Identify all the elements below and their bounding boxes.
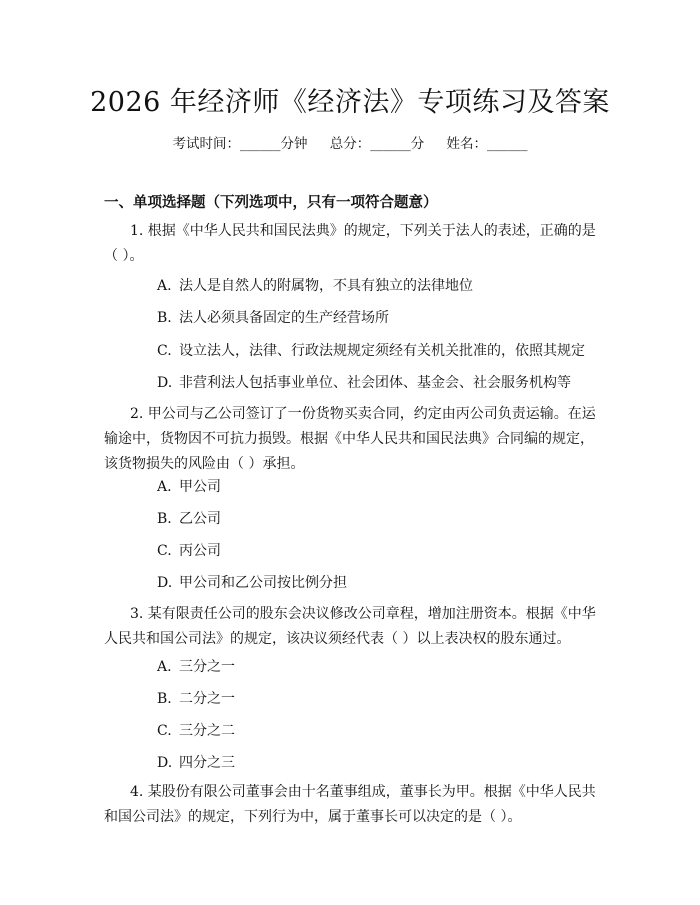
question-option [157, 275, 473, 295]
option-letter: B. [157, 691, 172, 707]
exam-score: 总分：______分 [329, 136, 425, 152]
option-text: 三分之二 [179, 723, 235, 739]
document-title: 2026 年经济师《经济法》专项练习及答案 [90, 87, 610, 118]
option-text: 法人必须具备固定的生产经营场所 [179, 310, 389, 326]
question-option [157, 508, 221, 528]
option-letter: C. [157, 343, 172, 359]
question-option [157, 656, 235, 676]
option-letter: C. [157, 723, 172, 739]
question-option [157, 688, 235, 708]
option-text: 甲公司和乙公司按比例分担 [179, 575, 347, 591]
question-option [157, 372, 571, 392]
option-letter: D. [157, 755, 173, 771]
question-stem: 4. 某股份有限公司董事会由十名董事组成，董事长为甲。根据《中华人民共和国公司法》的规定，下列行为中，属于董事长可以决定的是（ ）。 [104, 784, 596, 825]
option-text: 法人是自然人的附属物，不具有独立的法律地位 [179, 278, 473, 294]
question-stem: 3. 某有限责任公司的股东会决议修改公司章程，增加注册资本。根据《中华人民共和国公司法》的规定，该决议须经代表（ ）以上表决权的股东通过。 [104, 606, 596, 647]
question-stem: 1. 根据《中华人民共和国民法典》的规定，下列关于法人的表述，正确的是（ ）。 [104, 223, 596, 264]
question-option [157, 752, 235, 772]
option-letter: A. [157, 479, 172, 495]
exam-meta [0, 132, 700, 152]
option-text: 非营利法人包括事业单位、社会团体、基金会、社会服务机构等 [179, 375, 571, 391]
question-option [157, 307, 389, 327]
question-option [157, 720, 235, 740]
exam-name: 姓名：______ [446, 136, 528, 152]
question-option [157, 476, 221, 496]
option-text: 丙公司 [179, 543, 221, 559]
option-text: 设立法人，法律、行政法规规定须经有关机关批准的，依照其规定 [179, 343, 585, 359]
section-heading: 一、单项选择题（下列选项中，只有一项符合题意） [104, 194, 438, 211]
option-letter: A. [157, 659, 172, 675]
option-text: 甲公司 [179, 479, 221, 495]
option-text: 四分之三 [179, 755, 235, 771]
option-letter: B. [157, 511, 172, 527]
option-letter: A. [157, 278, 172, 294]
question-option [157, 540, 221, 560]
option-letter: D. [157, 575, 173, 591]
option-letter: D. [157, 375, 173, 391]
question-stem: 2. 甲公司与乙公司签订了一份货物买卖合同，约定由丙公司负责运输。在运输途中，货物因不可抗力损毁。根据《中华人民共和国民法典》合同编的规定，该货物损失的风险由（ ）承担。 [104, 406, 596, 472]
exam-time: 考试时间：______分钟 [172, 136, 308, 152]
option-text: 三分之一 [179, 659, 235, 675]
option-letter: C. [157, 543, 172, 559]
option-letter: B. [157, 310, 172, 326]
question-option [157, 340, 585, 360]
question-option [157, 572, 347, 592]
option-text: 二分之一 [179, 691, 235, 707]
option-text: 乙公司 [179, 511, 221, 527]
